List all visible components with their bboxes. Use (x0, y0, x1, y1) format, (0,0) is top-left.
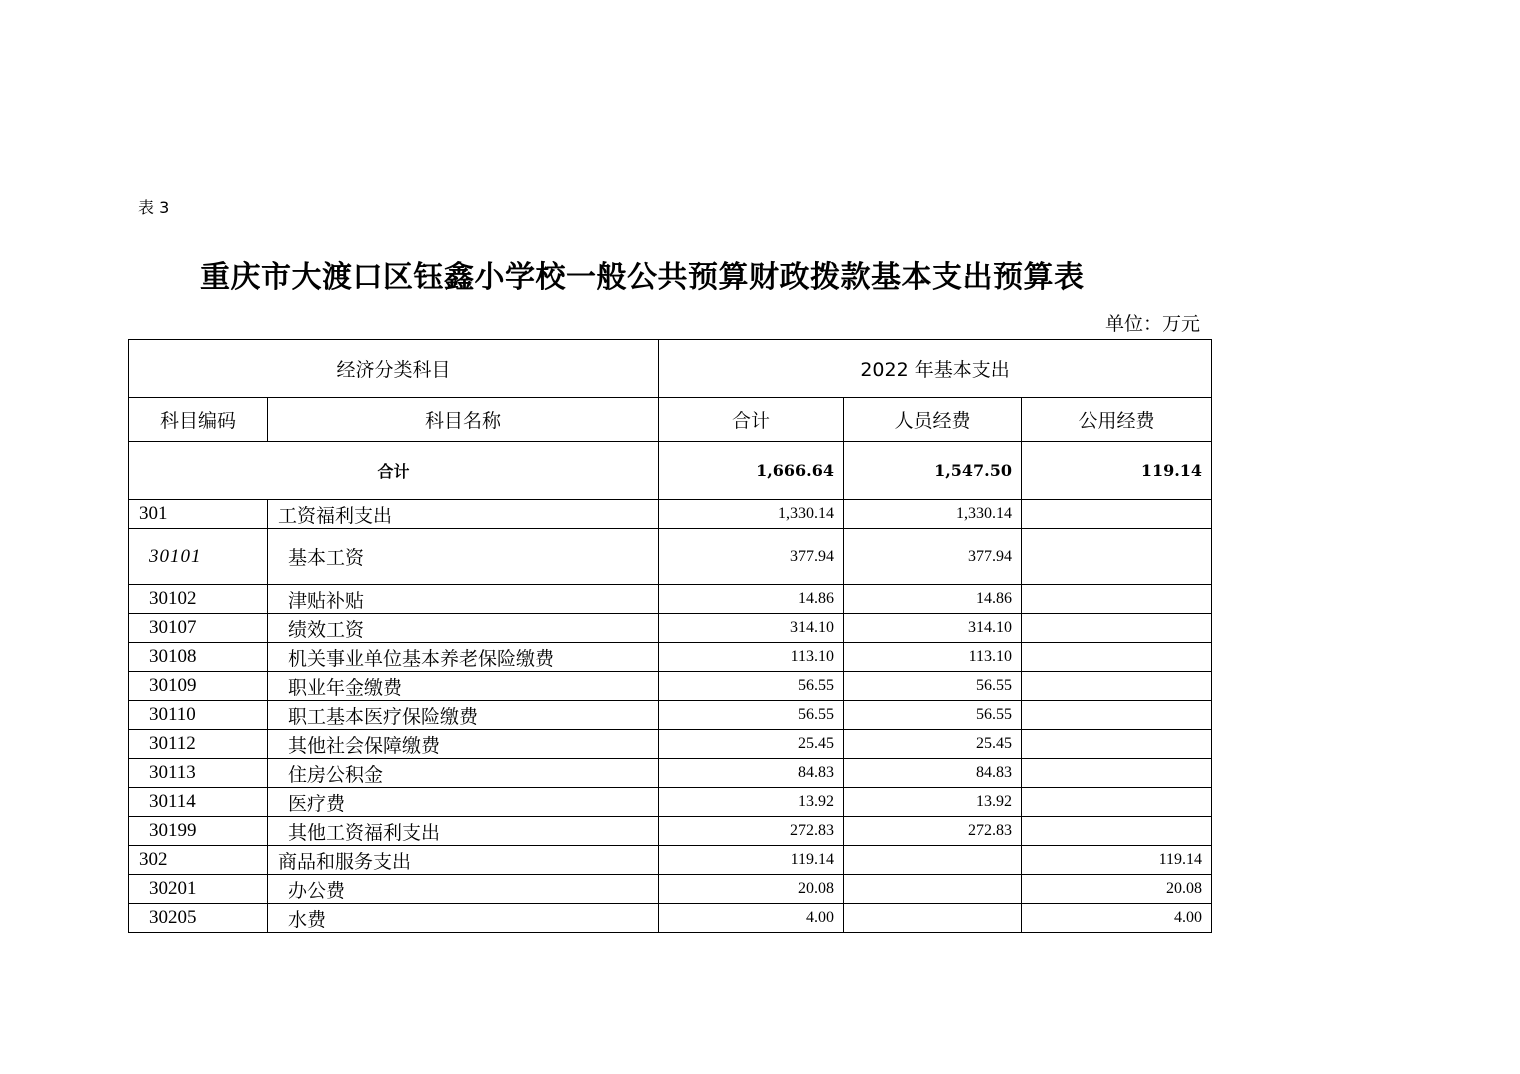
row-code: 30108 (129, 643, 268, 672)
row-code: 301 (129, 500, 268, 529)
table-row (129, 643, 1212, 672)
column-header-public: 公用经费 (1022, 398, 1212, 442)
row-personnel: 113.10 (844, 643, 1022, 672)
table-number-label: 表 3 (138, 198, 170, 217)
row-total: 14.86 (659, 585, 844, 614)
column-header-code: 科目编码 (129, 398, 268, 442)
row-personnel (844, 846, 1022, 875)
row-code: 30110 (129, 701, 268, 730)
row-personnel: 13.92 (844, 788, 1022, 817)
row-code: 302 (129, 846, 268, 875)
row-personnel: 25.45 (844, 730, 1022, 759)
row-name: 基本工资 (268, 529, 659, 585)
row-public (1022, 788, 1212, 817)
row-name: 其他工资福利支出 (268, 817, 659, 846)
row-personnel: 56.55 (844, 672, 1022, 701)
total-amount: 1,666.64 (659, 442, 844, 500)
row-public (1022, 672, 1212, 701)
total-public: 119.14 (1022, 442, 1212, 500)
row-total: 314.10 (659, 614, 844, 643)
row-code: 30114 (129, 788, 268, 817)
row-total: 1,330.14 (659, 500, 844, 529)
row-name: 商品和服务支出 (268, 846, 659, 875)
table-row (129, 500, 1212, 529)
row-total: 113.10 (659, 643, 844, 672)
row-public (1022, 817, 1212, 846)
table-row (129, 759, 1212, 788)
row-public: 4.00 (1022, 904, 1212, 933)
group-header-basic-expense: 2022 年基本支出 (659, 340, 1212, 398)
row-total: 20.08 (659, 875, 844, 904)
row-public (1022, 500, 1212, 529)
table-row (129, 614, 1212, 643)
row-name: 职业年金缴费 (268, 672, 659, 701)
row-public (1022, 759, 1212, 788)
row-code: 30102 (129, 585, 268, 614)
table-row (129, 529, 1212, 585)
row-code: 30107 (129, 614, 268, 643)
table-row (129, 817, 1212, 846)
row-total: 84.83 (659, 759, 844, 788)
total-personnel: 1,547.50 (844, 442, 1022, 500)
row-public (1022, 643, 1212, 672)
unit-label: 单位：万元 (1104, 313, 1200, 335)
row-personnel: 377.94 (844, 529, 1022, 585)
row-personnel (844, 904, 1022, 933)
row-name: 住房公积金 (268, 759, 659, 788)
row-code: 30112 (129, 730, 268, 759)
column-header-total: 合计 (659, 398, 844, 442)
row-total: 4.00 (659, 904, 844, 933)
table-row (129, 788, 1212, 817)
row-name: 医疗费 (268, 788, 659, 817)
row-public (1022, 585, 1212, 614)
group-header-row (129, 340, 1212, 398)
row-code: 30113 (129, 759, 268, 788)
table-row (129, 701, 1212, 730)
row-code: 30109 (129, 672, 268, 701)
row-total: 56.55 (659, 701, 844, 730)
row-personnel: 272.83 (844, 817, 1022, 846)
document-title: 重庆市大渡口区钰鑫小学校一般公共预算财政拨款基本支出预算表 (200, 260, 1085, 295)
row-code: 30101 (129, 529, 268, 585)
row-public: 20.08 (1022, 875, 1212, 904)
table-row (129, 904, 1212, 933)
column-header-name: 科目名称 (268, 398, 659, 442)
row-personnel (844, 875, 1022, 904)
group-header-econ-class: 经济分类科目 (129, 340, 659, 398)
row-total: 56.55 (659, 672, 844, 701)
row-name: 水费 (268, 904, 659, 933)
row-name: 机关事业单位基本养老保险缴费 (268, 643, 659, 672)
table-row (129, 730, 1212, 759)
row-code: 30199 (129, 817, 268, 846)
row-personnel: 314.10 (844, 614, 1022, 643)
row-personnel: 84.83 (844, 759, 1022, 788)
row-public: 119.14 (1022, 846, 1212, 875)
row-personnel: 1,330.14 (844, 500, 1022, 529)
row-total: 25.45 (659, 730, 844, 759)
row-name: 职工基本医疗保险缴费 (268, 701, 659, 730)
row-name: 绩效工资 (268, 614, 659, 643)
table-row (129, 846, 1212, 875)
row-public (1022, 614, 1212, 643)
row-total: 13.92 (659, 788, 844, 817)
column-header-row (129, 398, 1212, 442)
table-row (129, 875, 1212, 904)
row-name: 津贴补贴 (268, 585, 659, 614)
row-code: 30205 (129, 904, 268, 933)
row-name: 办公费 (268, 875, 659, 904)
row-total: 272.83 (659, 817, 844, 846)
row-total: 377.94 (659, 529, 844, 585)
row-personnel: 14.86 (844, 585, 1022, 614)
row-public (1022, 730, 1212, 759)
budget-table (128, 339, 1212, 933)
total-row (129, 442, 1212, 500)
table-row (129, 585, 1212, 614)
row-total: 119.14 (659, 846, 844, 875)
row-public (1022, 701, 1212, 730)
total-label: 合计 (129, 442, 659, 500)
row-name: 工资福利支出 (268, 500, 659, 529)
column-header-personnel: 人员经费 (844, 398, 1022, 442)
row-code: 30201 (129, 875, 268, 904)
row-name: 其他社会保障缴费 (268, 730, 659, 759)
row-personnel: 56.55 (844, 701, 1022, 730)
row-public (1022, 529, 1212, 585)
table-row (129, 672, 1212, 701)
